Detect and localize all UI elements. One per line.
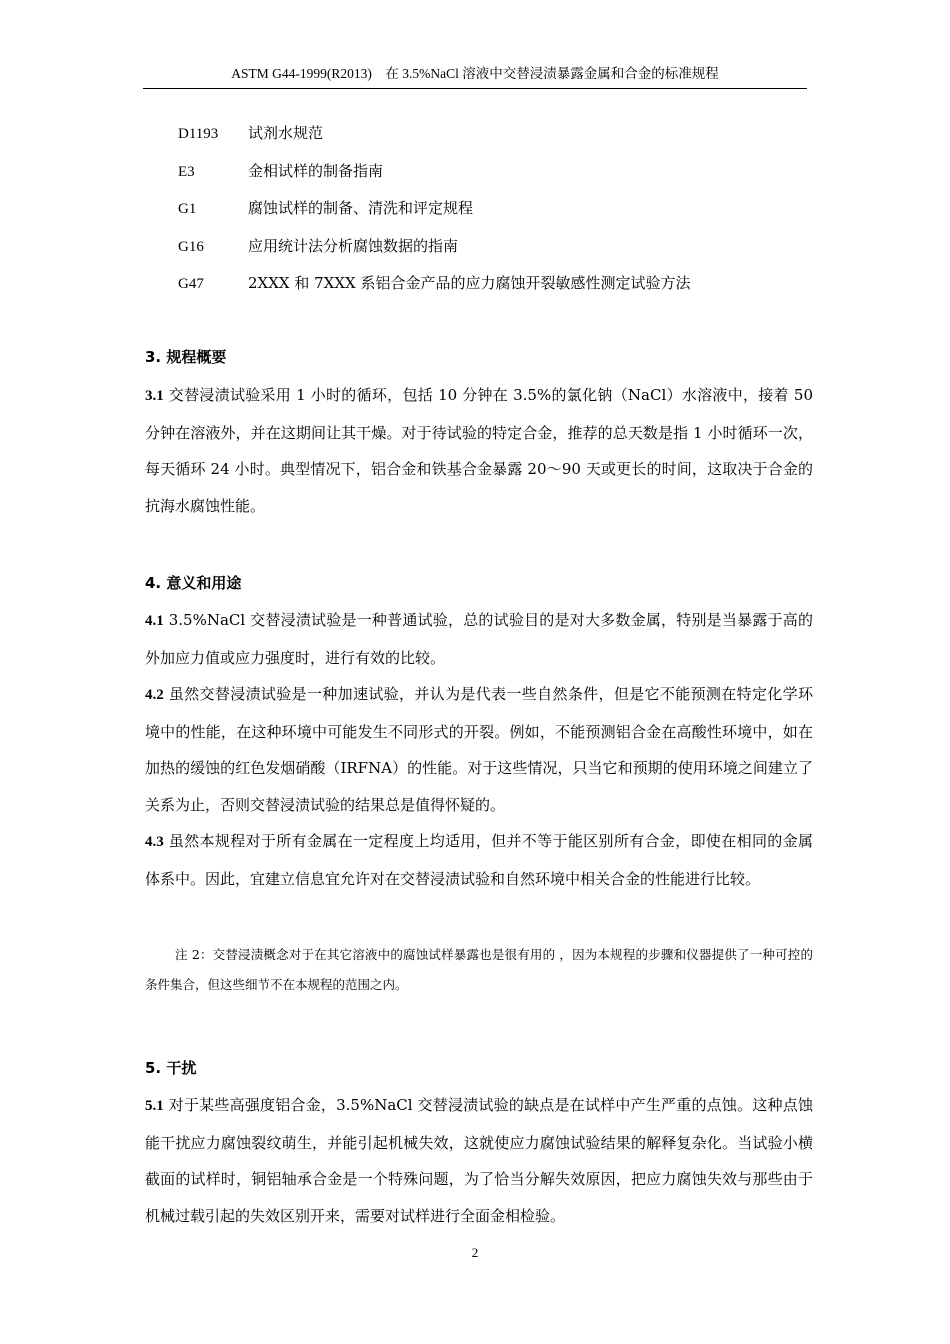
reference-code: G16: [178, 238, 204, 255]
section-4-heading: 4. 意义和用途: [145, 574, 242, 592]
paragraph-text: 3.5%NaCl 交替浸渍试验是一种普通试验，总的试验目的是对大多数金属，特别是当暴露于高的外加应力值或应力强度时，进行有效的比较。: [145, 611, 813, 667]
paragraph-text: 虽然交替浸渍试验是一种加速试验，并认为是代表一些自然条件，但是它不能预测在特定化学环境中的性能，在这种环境中可能发生不同形式的开裂。例如，不能预测铝合金在高酸性环境中，如在加热的缓蚀的红色发烟硝酸（IRFNA）的性能。对于这些情况，只当它和预期的使用环境之间建立了关系为止，否则交替浸渍试验的结果总是值得怀疑的。: [145, 685, 813, 814]
note-2: 注 2：交替浸渍概念对于在其它溶液中的腐蚀试样暴露也是很有用的 ，因为本规程的步骤和仪器提供了一种可控的条件集合，但这些细节不在本规程的范围之内。: [145, 947, 813, 992]
reference-item: [178, 157, 690, 195]
clause-number: 5.1: [145, 1098, 164, 1114]
paragraph-3-1: [145, 377, 813, 524]
reference-item: [178, 194, 690, 232]
paragraph-text: 虽然本规程对于所有金属在一定程度上均适用，但并不等于能区别所有合金，即使在相同的金属体系中。因此，宜建立信息宜允许对在交替浸渍试验和自然环境中相关合金的性能进行比较。: [145, 832, 813, 888]
page-number: 2: [471, 1245, 479, 1260]
reference-title: 金相试样的制备指南: [248, 161, 384, 180]
header-rule: [143, 88, 807, 89]
reference-item: [178, 232, 690, 270]
paragraph-4-2: [145, 676, 813, 823]
reference-list: [178, 119, 690, 307]
clause-number: 3.1: [145, 388, 164, 404]
paragraph-4-3: [145, 823, 813, 897]
paragraph-text: 交替浸渍试验采用 1 小时的循环，包括 10 分钟在 3.5%的氯化钠（NaCl）水溶液中，接着 50 分钟在溶液外，并在这期间让其干燥。对于待试验的特定合金，推荐的总天数是指 1 小时循环一次，每天循环 24 小时。典型情况下，铝合金和铁基合金暴露 20～90 天或更长的时间，这取决于合金的抗海水腐蚀性能。: [145, 386, 813, 515]
reference-code: E3: [178, 163, 195, 180]
clause-number: 4.2: [145, 687, 164, 703]
running-header: ASTM G44-1999(R2013) 在 3.5%NaCl 溶液中交替浸渍暴露金属和合金的标准规程: [231, 66, 719, 81]
clause-number: 4.1: [145, 613, 164, 629]
reference-title: 腐蚀试样的制备、清洗和评定规程: [248, 199, 474, 217]
reference-item: [178, 119, 690, 157]
reference-title: 试剂水规范: [248, 124, 324, 142]
reference-code: G47: [178, 276, 204, 292]
reference-code: D1193: [178, 126, 219, 142]
reference-title: 2XXX 和 7XXX 系铝合金产品的应力腐蚀开裂敏感性测定试验方法: [248, 274, 691, 292]
section-3-heading: 3. 规程概要: [145, 348, 227, 366]
reference-code: G1: [178, 201, 197, 217]
reference-title: 应用统计法分析腐蚀数据的指南: [248, 236, 459, 255]
reference-item: [178, 269, 690, 307]
paragraph-4-1: [145, 602, 813, 676]
clause-number: 4.3: [145, 834, 164, 850]
paragraph-text: 对于某些高强度铝合金，3.5%NaCl 交替浸渍试验的缺点是在试样中产生严重的点蚀。这种点蚀能干扰应力腐蚀裂纹萌生，并能引起机械失效，这就使应力腐蚀试验结果的解释复杂化。当试验小横截面的试样时，铜铝轴承合金是一个特殊问题，为了恰当分解失效原因，把应力腐蚀失效与那些由于机械过载引起的失效区别开来，需要对试样进行全面金相检验。: [145, 1096, 813, 1225]
paragraph-5-1: [145, 1087, 813, 1234]
section-5-heading: 5. 干扰: [145, 1059, 197, 1077]
